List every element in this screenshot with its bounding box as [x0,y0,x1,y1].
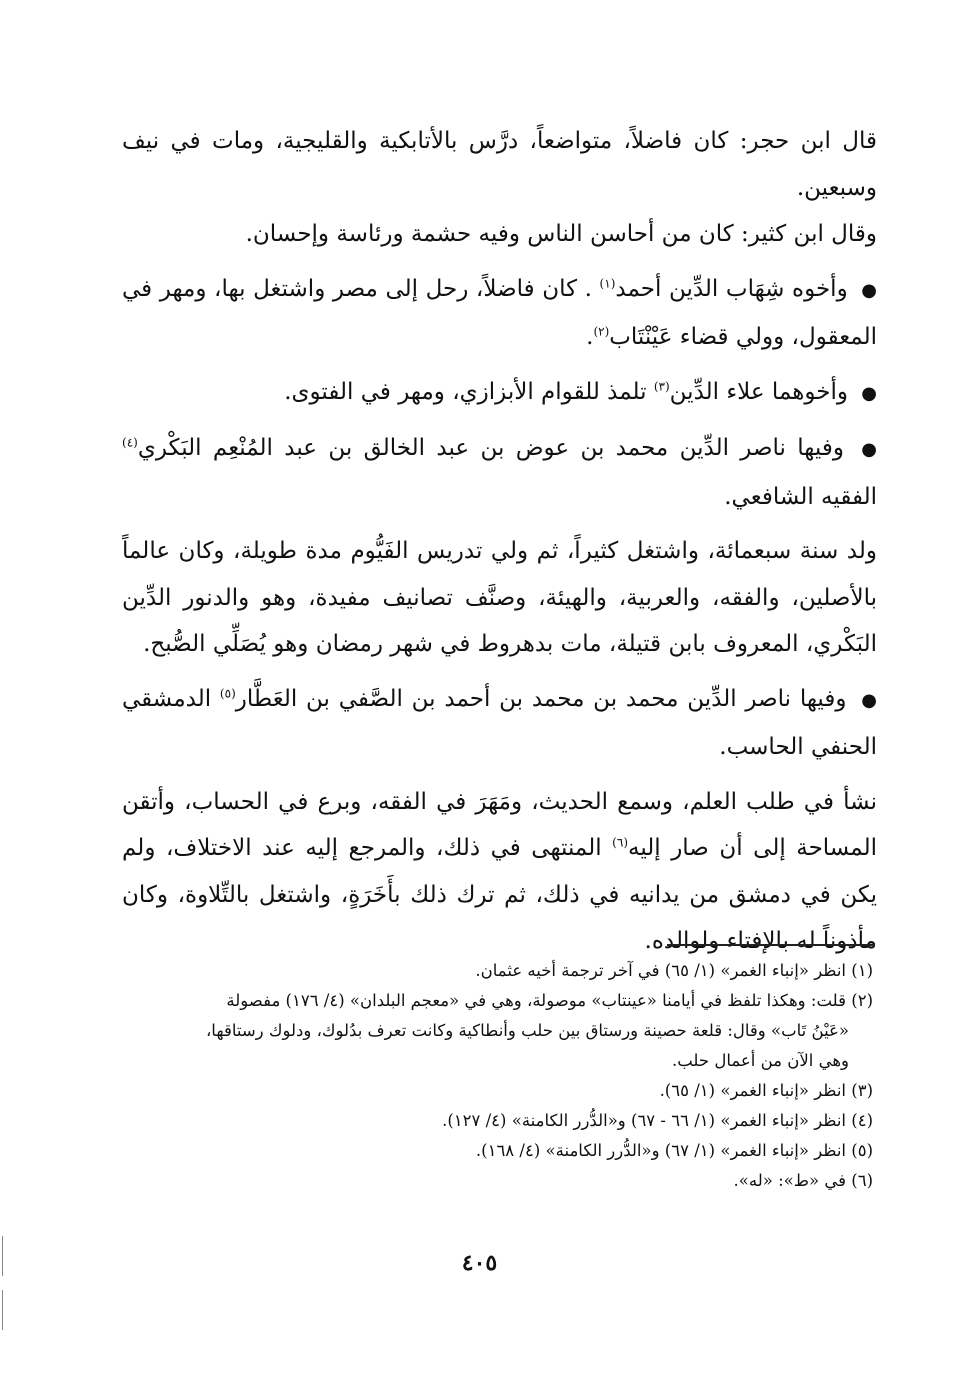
bullet-icon: ● [861,279,877,301]
footnote-ref: (٤) [122,435,138,450]
paragraph-nasir-aldin-attar [122,676,877,771]
paragraph-nasir-aldin-bakri [122,425,877,520]
bullet-icon: ● [861,439,877,460]
main-text [122,118,877,965]
entry-text: تلمذ للقوام الأبزازي، ومهر في الفتوى. [284,378,647,405]
footnote-5: (٥) انظر «إنباء الغمر» (١/ ٦٧) و«الدُّرر الكامنة» (٤/ ١٦٨). [475,1141,873,1160]
footnote-2-continued: وهي الآن من أعمال حلب. [671,1051,849,1070]
paragraph-alaa-aldin [122,369,877,418]
scan-margin-line [2,1290,3,1330]
entry-text: وأخوه شِهَاب الدِّين أحمد [615,275,848,302]
footnote-2-continued: «عَيْنُ تَاب» وقال: قلعة حصينة ورستاق بين حلب وأنطاكية وكانت تعرف بدُلوك، ودلوك رستاقها، [205,1021,849,1040]
entry-text: . كان فاضلاً، رحل إلى مصر واشتغل بها، ومهر في المعقول، وولي قضاء عَيْنْتَاب [122,275,877,350]
bullet-icon: ● [861,382,877,404]
entry-text: وأخوهما علاء الدِّين [669,378,848,405]
entry-text: وفيها ناصر الدِّين محمد بن عوض بن عبد الخالق بن عبد المُنْعِم البَكْري [137,435,844,461]
entry-text: . [586,324,594,350]
paragraph-shihab-aldin [122,266,877,361]
footnote-ref: (٣) [653,378,670,393]
footnote-6: (٦) في «ط»: «له». [733,1171,873,1190]
footnote-1: (١) انظر «إنباء الغمر» (١/ ٦٥) في آخر ترجمة أخيه عثمان. [475,961,873,980]
entry-text: المنتهى في ذلك، والمرجع إليه عند الاختلاف، ولم يكن في دمشق من يدانيه في ذلك، ثم ترك ذلك بأَخَرَةٍ، واشتغل بالتِّلاوة، وكان مأذوناً له بالإفتاء ولوالده. [122,835,877,954]
footnote-ref: (٢) [593,324,610,339]
footnotes [122,956,873,1196]
entry-text: الدمشقي الحنفي الحاسب. [122,685,877,760]
footnote-ref: (٦) [612,835,628,850]
entry-text: الفقيه الشافعي. [724,483,877,510]
footnote-2: (٢) قلت: وهكذا تلفظ في أيامنا «عينتاب» موصولة، وهي في «معجم البلدان» (٤/ ١٧٦) مفصولة [226,991,873,1010]
footnote-4: (٤) انظر «إنباء الغمر» (١/ ٦٦ - ٦٧) و«الدُّرر الكامنة» (٤/ ١٢٧). [442,1111,873,1130]
page-number: ٤٠٥ [461,1250,498,1276]
paragraph-ibn-kathir: وقال ابن كثير: كان من أحاسن الناس وفيه حشمة ورئاسة وإحسان. [245,221,877,247]
footnote-ref: (١) [599,275,616,290]
entry-text: وفيها ناصر الدِّين محمد بن محمد بن أحمد بن الصَّفي بن العَطَّار [235,685,847,712]
paragraph-biography-attar [122,779,877,965]
footnote-3: (٣) انظر «إنباء الغمر» (١/ ٦٥). [659,1081,873,1100]
entry-text: نشأ في طلب العلم، وسمع الحديث، ومَهَرَ في الفقه، وبرع في الحساب، وأتقن المساحة إلى أن صار إليه [122,788,878,861]
paragraph-biography-bakri: ولد سنة سبعمائة، واشتغل كثيراً، ثم ولي تدريس الفَيُّوم مدة طويلة، وكان عالماً بالأصلين، والفقه، والعربية، والهيئة، وصنَّف تصانيف مفيدة، وهو والدنور الدِّين البَكْري، المعروف بابن قتيلة، مات بدهروط في شهر رمضان وهو يُصَلِّي الصُّبح. [122,538,877,657]
footnote-ref: (٥) [219,685,236,700]
paragraph-ibn-hajar: قال ابن حجر: كان فاضلاً، متواضعاً، درَّس بالأتابكية والقليجية، ومات في نيف وسبعين. [122,128,877,201]
bullet-icon: ● [861,689,877,711]
scan-margin-line [2,1236,3,1276]
footnote-divider [667,944,875,946]
